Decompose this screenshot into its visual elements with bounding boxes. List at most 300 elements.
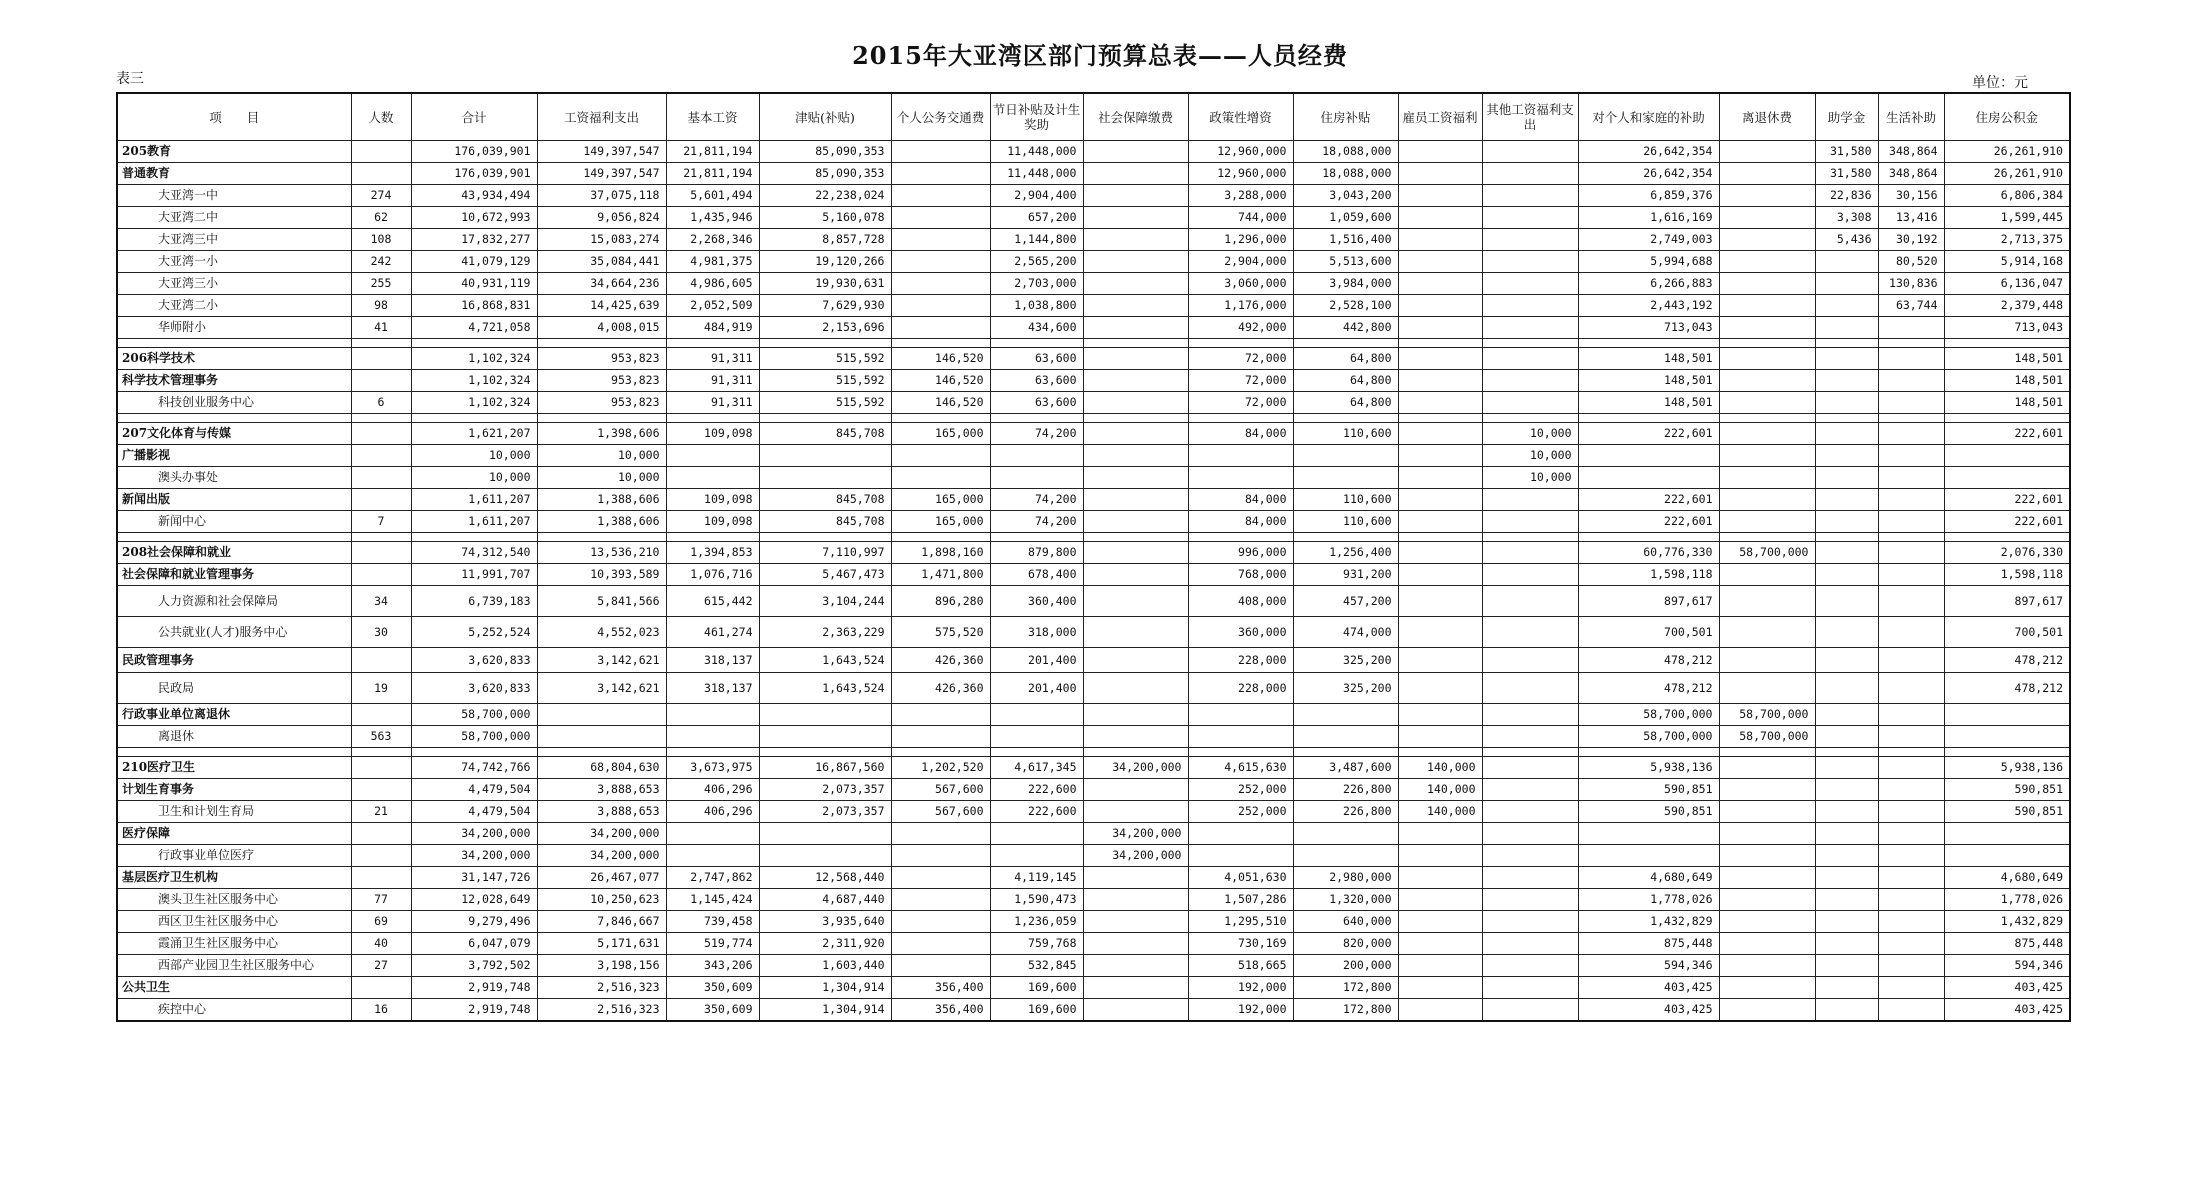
amount-cell: 58,700,000 bbox=[411, 726, 537, 748]
amount-cell bbox=[990, 823, 1083, 845]
row-item-name: 西区卫生社区服务中心 bbox=[117, 911, 351, 933]
amount-cell bbox=[1482, 348, 1578, 370]
amount-cell bbox=[1398, 467, 1482, 489]
amount-cell: 84,000 bbox=[1188, 511, 1293, 533]
amount-cell: 252,000 bbox=[1188, 801, 1293, 823]
amount-cell: 58,700,000 bbox=[1719, 704, 1815, 726]
amount-cell bbox=[1398, 251, 1482, 273]
amount-cell bbox=[1719, 423, 1815, 445]
amount-cell bbox=[759, 467, 891, 489]
row-item-name: 人力资源和社会保障局 bbox=[117, 586, 351, 617]
amount-cell: 4,615,630 bbox=[1188, 757, 1293, 779]
amount-cell bbox=[1944, 339, 2070, 348]
amount-cell bbox=[1719, 801, 1815, 823]
table-row bbox=[117, 273, 2070, 295]
table-row bbox=[117, 295, 2070, 317]
table-row bbox=[117, 933, 2070, 955]
amount-cell bbox=[666, 445, 759, 467]
amount-cell: 700,501 bbox=[1578, 617, 1719, 648]
amount-cell: 1,598,118 bbox=[1944, 564, 2070, 586]
amount-cell bbox=[1878, 673, 1944, 704]
amount-cell: 200,000 bbox=[1293, 955, 1398, 977]
amount-cell: 58,700,000 bbox=[1719, 726, 1815, 748]
amount-cell: 85,090,353 bbox=[759, 163, 891, 185]
table-row bbox=[117, 348, 2070, 370]
amount-cell: 10,250,623 bbox=[537, 889, 666, 911]
amount-cell bbox=[1083, 370, 1188, 392]
amount-cell bbox=[1398, 617, 1482, 648]
column-header: 生活补助 bbox=[1878, 93, 1944, 141]
amount-cell: 403,425 bbox=[1944, 999, 2070, 1022]
amount-cell bbox=[1188, 845, 1293, 867]
amount-cell bbox=[1398, 533, 1482, 542]
amount-cell: 5,252,524 bbox=[411, 617, 537, 648]
amount-cell bbox=[1719, 445, 1815, 467]
headcount-cell: 7 bbox=[351, 511, 411, 533]
amount-cell bbox=[1083, 704, 1188, 726]
amount-cell: 1,471,800 bbox=[891, 564, 990, 586]
headcount-cell bbox=[351, 445, 411, 467]
row-item-name bbox=[117, 339, 351, 348]
amount-cell bbox=[1944, 704, 2070, 726]
table-row bbox=[117, 251, 2070, 273]
amount-cell: 31,147,726 bbox=[411, 867, 537, 889]
amount-cell: 34,200,000 bbox=[411, 845, 537, 867]
amount-cell: 2,919,748 bbox=[411, 999, 537, 1022]
row-item-name: 208社会保障和就业 bbox=[117, 542, 351, 564]
headcount-cell: 98 bbox=[351, 295, 411, 317]
amount-cell bbox=[666, 533, 759, 542]
amount-cell: 9,056,824 bbox=[537, 207, 666, 229]
amount-cell: 2,363,229 bbox=[759, 617, 891, 648]
row-item-name: 大亚湾一小 bbox=[117, 251, 351, 273]
amount-cell: 1,320,000 bbox=[1293, 889, 1398, 911]
headcount-cell bbox=[351, 533, 411, 542]
column-header: 项 目 bbox=[117, 93, 351, 141]
amount-cell: 1,144,800 bbox=[990, 229, 1083, 251]
amount-cell bbox=[1482, 489, 1578, 511]
row-item-name: 卫生和计划生育局 bbox=[117, 801, 351, 823]
amount-cell bbox=[1815, 445, 1878, 467]
amount-cell: 1,296,000 bbox=[1188, 229, 1293, 251]
amount-cell: 6,047,079 bbox=[411, 933, 537, 955]
amount-cell: 4,680,649 bbox=[1944, 867, 2070, 889]
table-row bbox=[117, 648, 2070, 673]
column-header: 基本工资 bbox=[666, 93, 759, 141]
table-row bbox=[117, 207, 2070, 229]
amount-cell bbox=[1083, 564, 1188, 586]
row-item-name: 澳头卫生社区服务中心 bbox=[117, 889, 351, 911]
amount-cell: 5,436 bbox=[1815, 229, 1878, 251]
amount-cell: 10,000 bbox=[1482, 467, 1578, 489]
headcount-cell bbox=[351, 339, 411, 348]
amount-cell bbox=[1878, 704, 1944, 726]
amount-cell: 1,102,324 bbox=[411, 348, 537, 370]
amount-cell: 4,479,504 bbox=[411, 779, 537, 801]
spacer-row bbox=[117, 533, 2070, 542]
amount-cell: 318,137 bbox=[666, 648, 759, 673]
amount-cell: 16,868,831 bbox=[411, 295, 537, 317]
amount-cell bbox=[1398, 704, 1482, 726]
column-header: 人数 bbox=[351, 93, 411, 141]
row-item-name: 基层医疗卫生机构 bbox=[117, 867, 351, 889]
amount-cell: 26,261,910 bbox=[1944, 141, 2070, 163]
amount-cell bbox=[891, 251, 990, 273]
amount-cell: 713,043 bbox=[1578, 317, 1719, 339]
amount-cell: 567,600 bbox=[891, 779, 990, 801]
amount-cell bbox=[1083, 273, 1188, 295]
amount-cell bbox=[1083, 185, 1188, 207]
amount-cell: 426,360 bbox=[891, 648, 990, 673]
table-row bbox=[117, 889, 2070, 911]
table-row bbox=[117, 392, 2070, 414]
amount-cell bbox=[537, 414, 666, 423]
table-row bbox=[117, 564, 2070, 586]
amount-cell bbox=[1815, 542, 1878, 564]
row-item-name: 广播影视 bbox=[117, 445, 351, 467]
amount-cell: 5,160,078 bbox=[759, 207, 891, 229]
row-item-name: 医疗保障 bbox=[117, 823, 351, 845]
amount-cell: 1,603,440 bbox=[759, 955, 891, 977]
amount-cell bbox=[1944, 726, 2070, 748]
headcount-cell: 21 bbox=[351, 801, 411, 823]
amount-cell: 478,212 bbox=[1578, 648, 1719, 673]
amount-cell bbox=[1719, 617, 1815, 648]
amount-cell: 3,888,653 bbox=[537, 801, 666, 823]
table-label: 表三 bbox=[116, 71, 144, 87]
table-row bbox=[117, 977, 2070, 999]
amount-cell bbox=[1482, 163, 1578, 185]
table-row bbox=[117, 757, 2070, 779]
amount-cell bbox=[1878, 889, 1944, 911]
headcount-cell: 563 bbox=[351, 726, 411, 748]
row-item-name: 普通教育 bbox=[117, 163, 351, 185]
amount-cell bbox=[1083, 207, 1188, 229]
amount-cell: 146,520 bbox=[891, 348, 990, 370]
amount-cell: 3,198,156 bbox=[537, 955, 666, 977]
amount-cell bbox=[1578, 823, 1719, 845]
amount-cell bbox=[1719, 586, 1815, 617]
amount-cell: 5,841,566 bbox=[537, 586, 666, 617]
amount-cell bbox=[1083, 511, 1188, 533]
amount-cell bbox=[1293, 823, 1398, 845]
amount-cell: 201,400 bbox=[990, 648, 1083, 673]
amount-cell: 16,867,560 bbox=[759, 757, 891, 779]
table-row bbox=[117, 489, 2070, 511]
table-row bbox=[117, 586, 2070, 617]
row-item-name: 新闻中心 bbox=[117, 511, 351, 533]
amount-cell: 1,611,207 bbox=[411, 489, 537, 511]
amount-cell bbox=[1083, 977, 1188, 999]
amount-cell: 1,778,026 bbox=[1578, 889, 1719, 911]
amount-cell bbox=[1719, 348, 1815, 370]
amount-cell: 3,288,000 bbox=[1188, 185, 1293, 207]
amount-cell bbox=[1719, 867, 1815, 889]
amount-cell: 74,200 bbox=[990, 511, 1083, 533]
amount-cell: 15,083,274 bbox=[537, 229, 666, 251]
amount-cell: 1,778,026 bbox=[1944, 889, 2070, 911]
amount-cell bbox=[1719, 229, 1815, 251]
amount-cell: 1,304,914 bbox=[759, 977, 891, 999]
amount-cell bbox=[990, 533, 1083, 542]
headcount-cell: 34 bbox=[351, 586, 411, 617]
amount-cell: 845,708 bbox=[759, 511, 891, 533]
amount-cell bbox=[1878, 617, 1944, 648]
amount-cell bbox=[891, 339, 990, 348]
amount-cell bbox=[1815, 977, 1878, 999]
amount-cell: 72,000 bbox=[1188, 370, 1293, 392]
amount-cell: 84,000 bbox=[1188, 423, 1293, 445]
amount-cell: 744,000 bbox=[1188, 207, 1293, 229]
amount-cell bbox=[1293, 414, 1398, 423]
amount-cell bbox=[1083, 423, 1188, 445]
row-item-name: 205教育 bbox=[117, 141, 351, 163]
row-item-name: 华师附小 bbox=[117, 317, 351, 339]
table-row bbox=[117, 673, 2070, 704]
amount-cell: 515,592 bbox=[759, 392, 891, 414]
amount-cell: 350,609 bbox=[666, 999, 759, 1022]
amount-cell bbox=[1815, 889, 1878, 911]
row-item-name: 民政局 bbox=[117, 673, 351, 704]
amount-cell bbox=[891, 295, 990, 317]
amount-cell bbox=[1398, 445, 1482, 467]
headcount-cell bbox=[351, 542, 411, 564]
amount-cell bbox=[1878, 445, 1944, 467]
amount-cell: 252,000 bbox=[1188, 779, 1293, 801]
row-item-name: 大亚湾三小 bbox=[117, 273, 351, 295]
amount-cell: 5,994,688 bbox=[1578, 251, 1719, 273]
amount-cell bbox=[537, 339, 666, 348]
amount-cell: 640,000 bbox=[1293, 911, 1398, 933]
headcount-cell bbox=[351, 779, 411, 801]
amount-cell bbox=[1293, 339, 1398, 348]
headcount-cell bbox=[351, 977, 411, 999]
amount-cell: 426,360 bbox=[891, 673, 990, 704]
amount-cell bbox=[1188, 467, 1293, 489]
amount-cell: 9,279,496 bbox=[411, 911, 537, 933]
amount-cell bbox=[1083, 467, 1188, 489]
amount-cell bbox=[1815, 779, 1878, 801]
amount-cell: 146,520 bbox=[891, 392, 990, 414]
amount-cell bbox=[1482, 999, 1578, 1022]
amount-cell bbox=[1815, 757, 1878, 779]
headcount-cell: 6 bbox=[351, 392, 411, 414]
amount-cell bbox=[1719, 845, 1815, 867]
amount-cell bbox=[1815, 999, 1878, 1022]
row-item-name bbox=[117, 414, 351, 423]
amount-cell bbox=[1482, 673, 1578, 704]
amount-cell: 2,703,000 bbox=[990, 273, 1083, 295]
table-row bbox=[117, 163, 2070, 185]
amount-cell: 845,708 bbox=[759, 423, 891, 445]
amount-cell bbox=[891, 726, 990, 748]
amount-cell bbox=[1815, 867, 1878, 889]
amount-cell: 26,642,354 bbox=[1578, 163, 1719, 185]
amount-cell: 2,073,357 bbox=[759, 779, 891, 801]
amount-cell bbox=[1083, 414, 1188, 423]
amount-cell: 12,028,649 bbox=[411, 889, 537, 911]
amount-cell bbox=[1578, 845, 1719, 867]
amount-cell: 34,200,000 bbox=[537, 845, 666, 867]
amount-cell: 2,073,357 bbox=[759, 801, 891, 823]
amount-cell bbox=[990, 748, 1083, 757]
amount-cell: 1,102,324 bbox=[411, 392, 537, 414]
amount-cell bbox=[1398, 370, 1482, 392]
headcount-cell: 255 bbox=[351, 273, 411, 295]
amount-cell bbox=[1719, 317, 1815, 339]
amount-cell: 461,274 bbox=[666, 617, 759, 648]
column-header: 其他工资福利支出 bbox=[1482, 93, 1578, 141]
amount-cell bbox=[1083, 867, 1188, 889]
amount-cell bbox=[666, 467, 759, 489]
amount-cell bbox=[1083, 339, 1188, 348]
amount-cell: 6,859,376 bbox=[1578, 185, 1719, 207]
table-row bbox=[117, 867, 2070, 889]
column-header: 对个人和家庭的补助 bbox=[1578, 93, 1719, 141]
budget-table bbox=[116, 92, 2071, 1022]
amount-cell: 10,000 bbox=[1482, 445, 1578, 467]
amount-cell bbox=[1878, 845, 1944, 867]
amount-cell bbox=[1719, 533, 1815, 542]
amount-cell: 2,713,375 bbox=[1944, 229, 2070, 251]
amount-cell bbox=[1482, 273, 1578, 295]
amount-cell: 590,851 bbox=[1944, 801, 2070, 823]
amount-cell bbox=[1083, 163, 1188, 185]
amount-cell bbox=[1083, 726, 1188, 748]
amount-cell bbox=[1482, 823, 1578, 845]
column-header: 雇员工资福利 bbox=[1398, 93, 1482, 141]
amount-cell: 678,400 bbox=[990, 564, 1083, 586]
amount-cell bbox=[1878, 489, 1944, 511]
amount-cell bbox=[1482, 911, 1578, 933]
amount-cell bbox=[1878, 564, 1944, 586]
amount-cell bbox=[891, 163, 990, 185]
amount-cell: 140,000 bbox=[1398, 801, 1482, 823]
amount-cell: 1,304,914 bbox=[759, 999, 891, 1022]
amount-cell: 18,088,000 bbox=[1293, 163, 1398, 185]
amount-cell bbox=[1878, 348, 1944, 370]
table-row bbox=[117, 467, 2070, 489]
amount-cell bbox=[1083, 533, 1188, 542]
amount-cell: 74,200 bbox=[990, 489, 1083, 511]
amount-cell bbox=[1578, 467, 1719, 489]
amount-cell: 768,000 bbox=[1188, 564, 1293, 586]
amount-cell bbox=[1083, 392, 1188, 414]
amount-cell: 2,052,509 bbox=[666, 295, 759, 317]
amount-cell: 60,776,330 bbox=[1578, 542, 1719, 564]
amount-cell bbox=[759, 704, 891, 726]
amount-cell: 318,137 bbox=[666, 673, 759, 704]
amount-cell: 222,601 bbox=[1944, 511, 2070, 533]
amount-cell: 4,479,504 bbox=[411, 801, 537, 823]
amount-cell bbox=[1398, 489, 1482, 511]
amount-cell: 148,501 bbox=[1944, 370, 2070, 392]
amount-cell bbox=[1878, 586, 1944, 617]
amount-cell: 222,601 bbox=[1578, 423, 1719, 445]
row-item-name: 社会保障和就业管理事务 bbox=[117, 564, 351, 586]
amount-cell bbox=[891, 955, 990, 977]
amount-cell bbox=[1815, 648, 1878, 673]
amount-cell bbox=[537, 704, 666, 726]
amount-cell: 1,102,324 bbox=[411, 370, 537, 392]
amount-cell bbox=[537, 533, 666, 542]
amount-cell: 3,935,640 bbox=[759, 911, 891, 933]
amount-cell: 7,846,667 bbox=[537, 911, 666, 933]
amount-cell bbox=[759, 414, 891, 423]
amount-cell bbox=[1815, 748, 1878, 757]
amount-cell: 4,051,630 bbox=[1188, 867, 1293, 889]
amount-cell bbox=[537, 726, 666, 748]
amount-cell: 1,394,853 bbox=[666, 542, 759, 564]
amount-cell bbox=[1878, 933, 1944, 955]
headcount-cell bbox=[351, 564, 411, 586]
amount-cell: 442,800 bbox=[1293, 317, 1398, 339]
amount-cell: 478,212 bbox=[1578, 673, 1719, 704]
amount-cell bbox=[1719, 748, 1815, 757]
amount-cell bbox=[1719, 273, 1815, 295]
amount-cell bbox=[1878, 542, 1944, 564]
amount-cell bbox=[1482, 295, 1578, 317]
amount-cell: 148,501 bbox=[1944, 392, 2070, 414]
amount-cell bbox=[1188, 748, 1293, 757]
amount-cell bbox=[1815, 955, 1878, 977]
amount-cell bbox=[1482, 542, 1578, 564]
amount-cell: 172,800 bbox=[1293, 977, 1398, 999]
headcount-cell bbox=[351, 489, 411, 511]
amount-cell bbox=[1398, 339, 1482, 348]
row-item-name: 科学技术管理事务 bbox=[117, 370, 351, 392]
amount-cell bbox=[1815, 564, 1878, 586]
amount-cell bbox=[891, 889, 990, 911]
amount-cell: 3,792,502 bbox=[411, 955, 537, 977]
amount-cell bbox=[666, 726, 759, 748]
row-item-name: 霞涌卫生社区服务中心 bbox=[117, 933, 351, 955]
amount-cell bbox=[1398, 423, 1482, 445]
amount-cell bbox=[411, 748, 537, 757]
amount-cell bbox=[1944, 748, 2070, 757]
amount-cell: 343,206 bbox=[666, 955, 759, 977]
amount-cell bbox=[891, 273, 990, 295]
amount-cell: 2,980,000 bbox=[1293, 867, 1398, 889]
amount-cell bbox=[1482, 779, 1578, 801]
amount-cell bbox=[1083, 229, 1188, 251]
row-item-name: 公共卫生 bbox=[117, 977, 351, 999]
amount-cell bbox=[1815, 845, 1878, 867]
amount-cell: 35,084,441 bbox=[537, 251, 666, 273]
amount-cell bbox=[1578, 339, 1719, 348]
row-item-name: 澳头办事处 bbox=[117, 467, 351, 489]
amount-cell bbox=[1398, 911, 1482, 933]
amount-cell bbox=[891, 823, 990, 845]
amount-cell: 4,552,023 bbox=[537, 617, 666, 648]
amount-cell bbox=[1083, 955, 1188, 977]
amount-cell: 11,448,000 bbox=[990, 141, 1083, 163]
row-item-name: 公共就业(人才)服务中心 bbox=[117, 617, 351, 648]
amount-cell bbox=[1398, 999, 1482, 1022]
amount-cell bbox=[1188, 533, 1293, 542]
amount-cell: 10,000 bbox=[1482, 423, 1578, 445]
amount-cell: 12,960,000 bbox=[1188, 141, 1293, 163]
amount-cell bbox=[1083, 779, 1188, 801]
amount-cell: 148,501 bbox=[1578, 348, 1719, 370]
amount-cell bbox=[1398, 317, 1482, 339]
amount-cell: 406,296 bbox=[666, 779, 759, 801]
row-item-name: 210医疗卫生 bbox=[117, 757, 351, 779]
amount-cell: 1,388,606 bbox=[537, 511, 666, 533]
headcount-cell: 19 bbox=[351, 673, 411, 704]
column-header: 住房公积金 bbox=[1944, 93, 2070, 141]
amount-cell: 6,806,384 bbox=[1944, 185, 2070, 207]
